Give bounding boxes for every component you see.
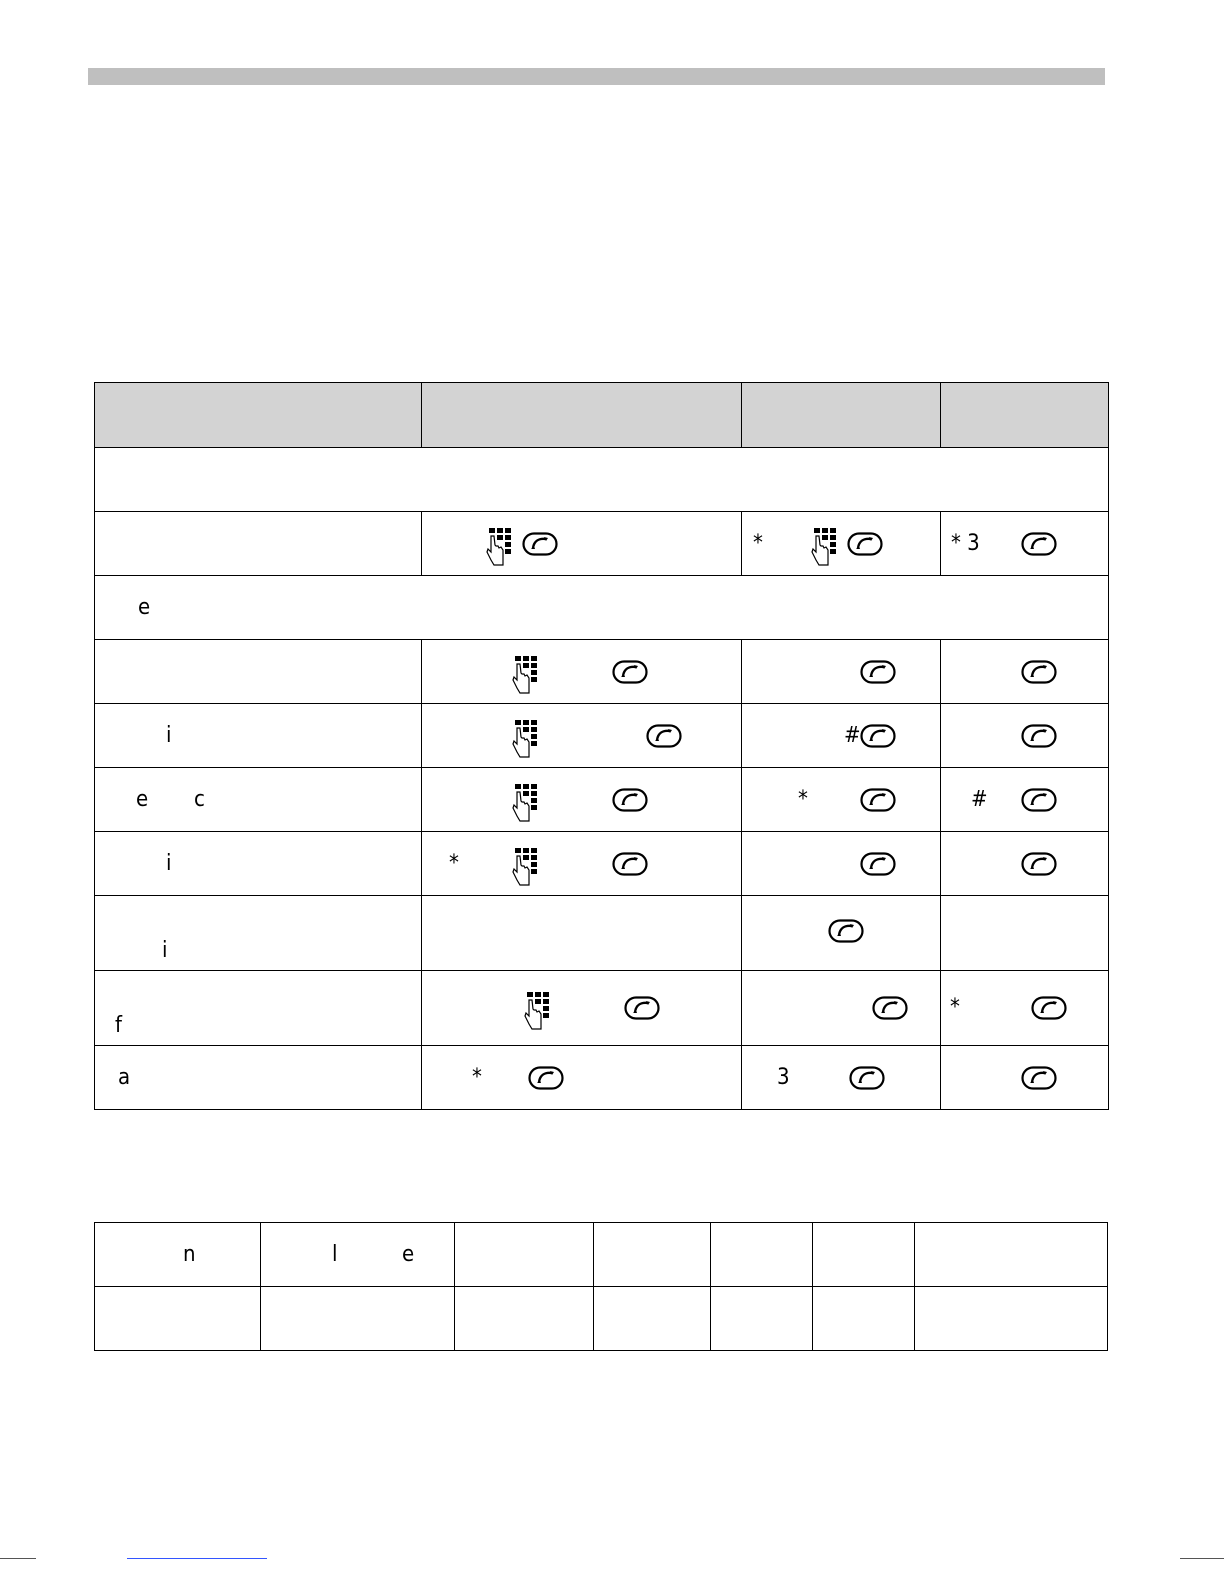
header-cell	[422, 383, 742, 448]
table-row	[95, 640, 1109, 704]
table-header-row	[95, 383, 1109, 448]
keypad-hand-icon	[512, 656, 542, 694]
section-row	[95, 448, 1109, 512]
table-row	[95, 832, 1109, 896]
code-cell	[742, 640, 941, 704]
row-label: e c	[95, 768, 422, 832]
phone-call-key-icon	[522, 532, 558, 556]
row-label	[95, 640, 422, 704]
phone-call-key-icon	[1021, 660, 1057, 684]
table-row	[95, 1046, 1109, 1110]
table-cell	[915, 1287, 1108, 1351]
header-cell	[455, 1223, 594, 1287]
row-label: i	[95, 704, 422, 768]
phone-call-key-icon	[1031, 996, 1067, 1020]
header-cell	[941, 383, 1109, 448]
header-cell	[915, 1223, 1108, 1287]
phone-call-key-icon	[528, 1066, 564, 1090]
control-codes-table	[94, 382, 1109, 1110]
keypad-hand-icon	[486, 528, 516, 566]
table-row	[95, 512, 1109, 576]
header-cell	[711, 1223, 813, 1287]
phone-call-key-icon	[849, 1066, 885, 1090]
table-row	[95, 1287, 1108, 1351]
header-cell: l e	[261, 1223, 455, 1287]
code-cell: *	[742, 768, 941, 832]
table-cell	[95, 1287, 261, 1351]
code-cell	[422, 896, 742, 971]
code-cell	[941, 704, 1109, 768]
table-row	[95, 971, 1109, 1046]
phone-call-key-icon	[847, 532, 883, 556]
header-bar	[88, 68, 1105, 85]
table-row	[95, 896, 1109, 971]
code-cell: *	[422, 1046, 742, 1110]
code-cell	[941, 1046, 1109, 1110]
code-cell	[422, 971, 742, 1046]
summary-table	[94, 1222, 1108, 1351]
phone-call-key-icon	[1021, 532, 1057, 556]
row-label	[95, 512, 422, 576]
code-cell	[742, 832, 941, 896]
phone-call-key-icon	[828, 919, 864, 943]
code-cell	[941, 832, 1109, 896]
code-cell: #	[941, 768, 1109, 832]
section-title: e	[95, 576, 1109, 640]
phone-call-key-icon	[612, 660, 648, 684]
code-cell	[742, 971, 941, 1046]
phone-call-key-icon	[1021, 788, 1057, 812]
keypad-hand-icon	[512, 784, 542, 822]
phone-call-key-icon	[1021, 1066, 1057, 1090]
row-label: f	[95, 971, 422, 1046]
row-label: i	[95, 896, 422, 971]
code-cell	[941, 896, 1109, 971]
keypad-hand-icon	[524, 992, 554, 1030]
keypad-hand-icon	[811, 528, 841, 566]
code-cell: 3	[742, 1046, 941, 1110]
code-cell	[422, 512, 742, 576]
table-row	[95, 704, 1109, 768]
table-header-row	[95, 1223, 1108, 1287]
header-cell	[594, 1223, 711, 1287]
code-cell: * 3	[941, 512, 1109, 576]
code-cell	[422, 704, 742, 768]
table-cell	[711, 1287, 813, 1351]
phone-call-key-icon	[860, 724, 896, 748]
header-cell	[813, 1223, 915, 1287]
keypad-hand-icon	[512, 848, 542, 886]
header-cell: n	[95, 1223, 261, 1287]
footer-link-underline[interactable]	[127, 1558, 267, 1559]
row-label: i	[95, 832, 422, 896]
table-cell	[261, 1287, 455, 1351]
header-cell	[742, 383, 941, 448]
phone-call-key-icon	[624, 996, 660, 1020]
code-cell	[941, 640, 1109, 704]
phone-call-key-icon	[872, 996, 908, 1020]
phone-call-key-icon	[860, 788, 896, 812]
phone-call-key-icon	[612, 852, 648, 876]
phone-call-key-icon	[646, 724, 682, 748]
table-cell	[813, 1287, 915, 1351]
phone-call-key-icon	[860, 852, 896, 876]
footer-rule-right	[1180, 1558, 1224, 1559]
table-cell	[594, 1287, 711, 1351]
code-cell	[422, 640, 742, 704]
phone-call-key-icon	[860, 660, 896, 684]
table-cell	[455, 1287, 594, 1351]
code-cell: *	[742, 512, 941, 576]
code-cell	[742, 896, 941, 971]
table-row	[95, 768, 1109, 832]
code-cell	[422, 768, 742, 832]
phone-call-key-icon	[1021, 852, 1057, 876]
code-cell: #	[742, 704, 941, 768]
header-cell	[95, 383, 422, 448]
phone-call-key-icon	[612, 788, 648, 812]
section-title	[95, 448, 1109, 512]
row-label: a	[95, 1046, 422, 1110]
section-row	[95, 576, 1109, 640]
code-cell: *	[941, 971, 1109, 1046]
code-cell: *	[422, 832, 742, 896]
phone-call-key-icon	[1021, 724, 1057, 748]
footer-rule-left	[0, 1558, 36, 1559]
keypad-hand-icon	[512, 720, 542, 758]
